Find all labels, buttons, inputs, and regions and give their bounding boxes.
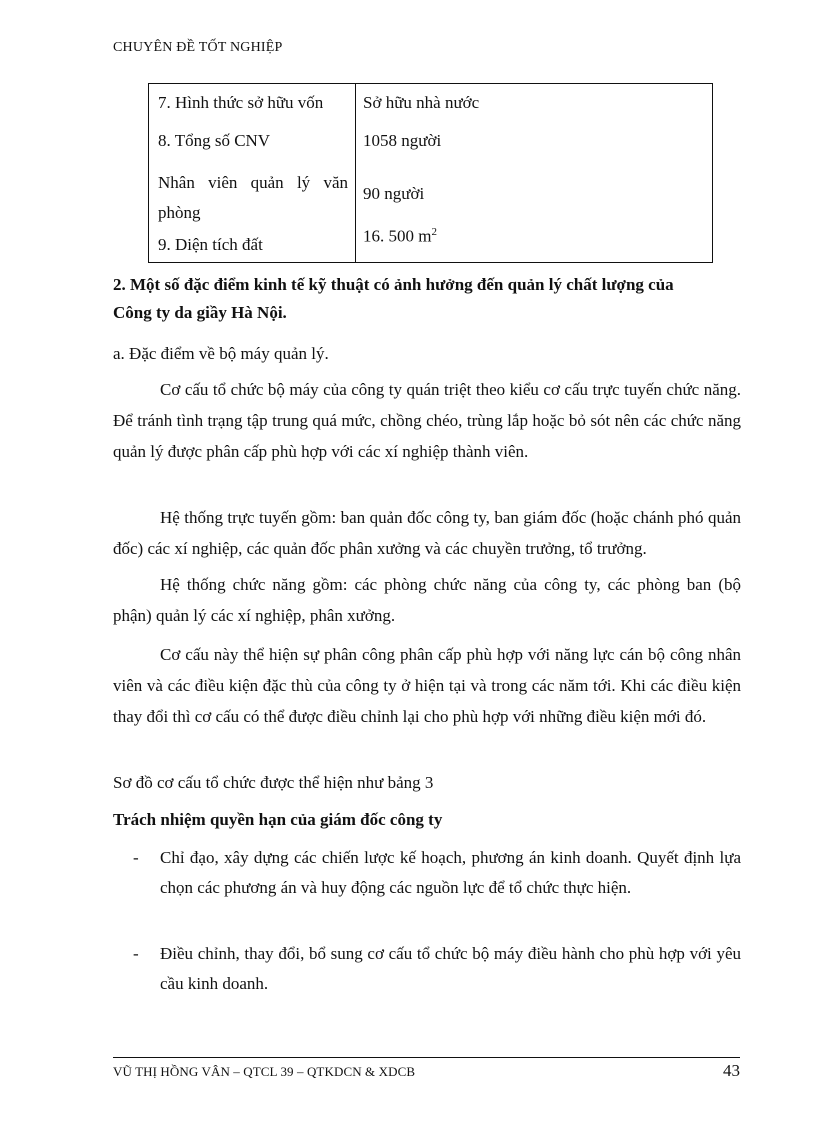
table-row-label: Nhân viên quản lý văn phòng <box>158 173 348 222</box>
responsibility-heading: Trách nhiệm quyền hạn của giám đốc công ty <box>113 810 443 829</box>
company-info-table <box>148 83 713 263</box>
paragraph: Hệ thống trực tuyến gồm: ban quản đốc công ty, ban giám đốc (hoặc chánh phó quản đốc) các xí nghiệp, các quản đốc phân xưởng và các chuyền trưởng, tổ trưởng. <box>113 508 741 558</box>
table-row-value: 1058 người <box>363 131 442 150</box>
subheading: a. Đặc điểm về bộ máy quản lý. <box>113 344 329 363</box>
table-row-label: 9. Diện tích đất <box>158 235 263 254</box>
page-header-title: CHUYÊN ĐỀ TỐT NGHIỆP <box>113 40 283 55</box>
paragraph: Cơ cấu này thể hiện sự phân công phân cấp phù hợp với năng lực cán bộ công nhân viên và các điều kiện đặc thù của công ty ở hiện tại và trong các năm tới. Khi các điều kiện thay đổi thì cơ cấu có thể được điều chỉnh lại cho phù hợp với những điều kiện mới đó. <box>113 645 741 726</box>
table-row-value: Sở hữu nhà nước <box>363 93 480 112</box>
bullet-marker: - <box>133 944 139 963</box>
list-item-text: Điều chỉnh, thay đổi, bổ sung cơ cấu tổ chức bộ máy điều hành cho phù hợp với yêu cầu kinh doanh. <box>160 944 741 993</box>
paragraph: Cơ cấu tổ chức bộ máy của công ty quán triệt theo kiểu cơ cấu trực tuyến chức năng. Để tránh tình trạng tập trung quá mức, chồng chéo, trùng lắp hoặc bỏ sót nên các chức năng quản lý được phân cấp phù hợp với các xí nghiệp thành viên. <box>113 380 741 461</box>
table-row-label: 7. Hình thức sở hữu vốn <box>158 93 324 112</box>
bullet-marker: - <box>133 848 139 867</box>
table-row-label: 8. Tổng số CNV <box>158 131 271 150</box>
section-heading: 2. Một số đặc điểm kinh tế kỹ thuật có ảnh hưởng đến quản lý chất lượng của Công ty da giầy Hà Nội. <box>113 275 674 322</box>
paragraph: Hệ thống chức năng gồm: các phòng chức năng của công ty, các phòng ban (bộ phận) quản lý các xí nghiệp, phân xưởng. <box>113 575 741 625</box>
table-row-value-area <box>363 221 437 248</box>
area-unit-superscript: 2 <box>431 226 437 238</box>
footer-author: VŨ THỊ HỒNG VÂN – QTCL 39 – QTKDCN & XDCB <box>113 1064 416 1079</box>
area-value: 16. 500 m <box>363 226 432 246</box>
diagram-note: Sơ đồ cơ cấu tổ chức được thể hiện như bảng 3 <box>113 773 434 792</box>
table-column-divider <box>355 84 356 262</box>
table-row-value: 90 người <box>363 184 425 203</box>
list-item-text: Chỉ đạo, xây dựng các chiến lược kế hoạch, phương án kinh doanh. Quyết định lựa chọn các phương án và huy động các nguồn lực để tổ chức thực hiện. <box>160 848 741 897</box>
page-number: 43 <box>723 1061 740 1080</box>
footer-divider <box>113 1057 740 1058</box>
